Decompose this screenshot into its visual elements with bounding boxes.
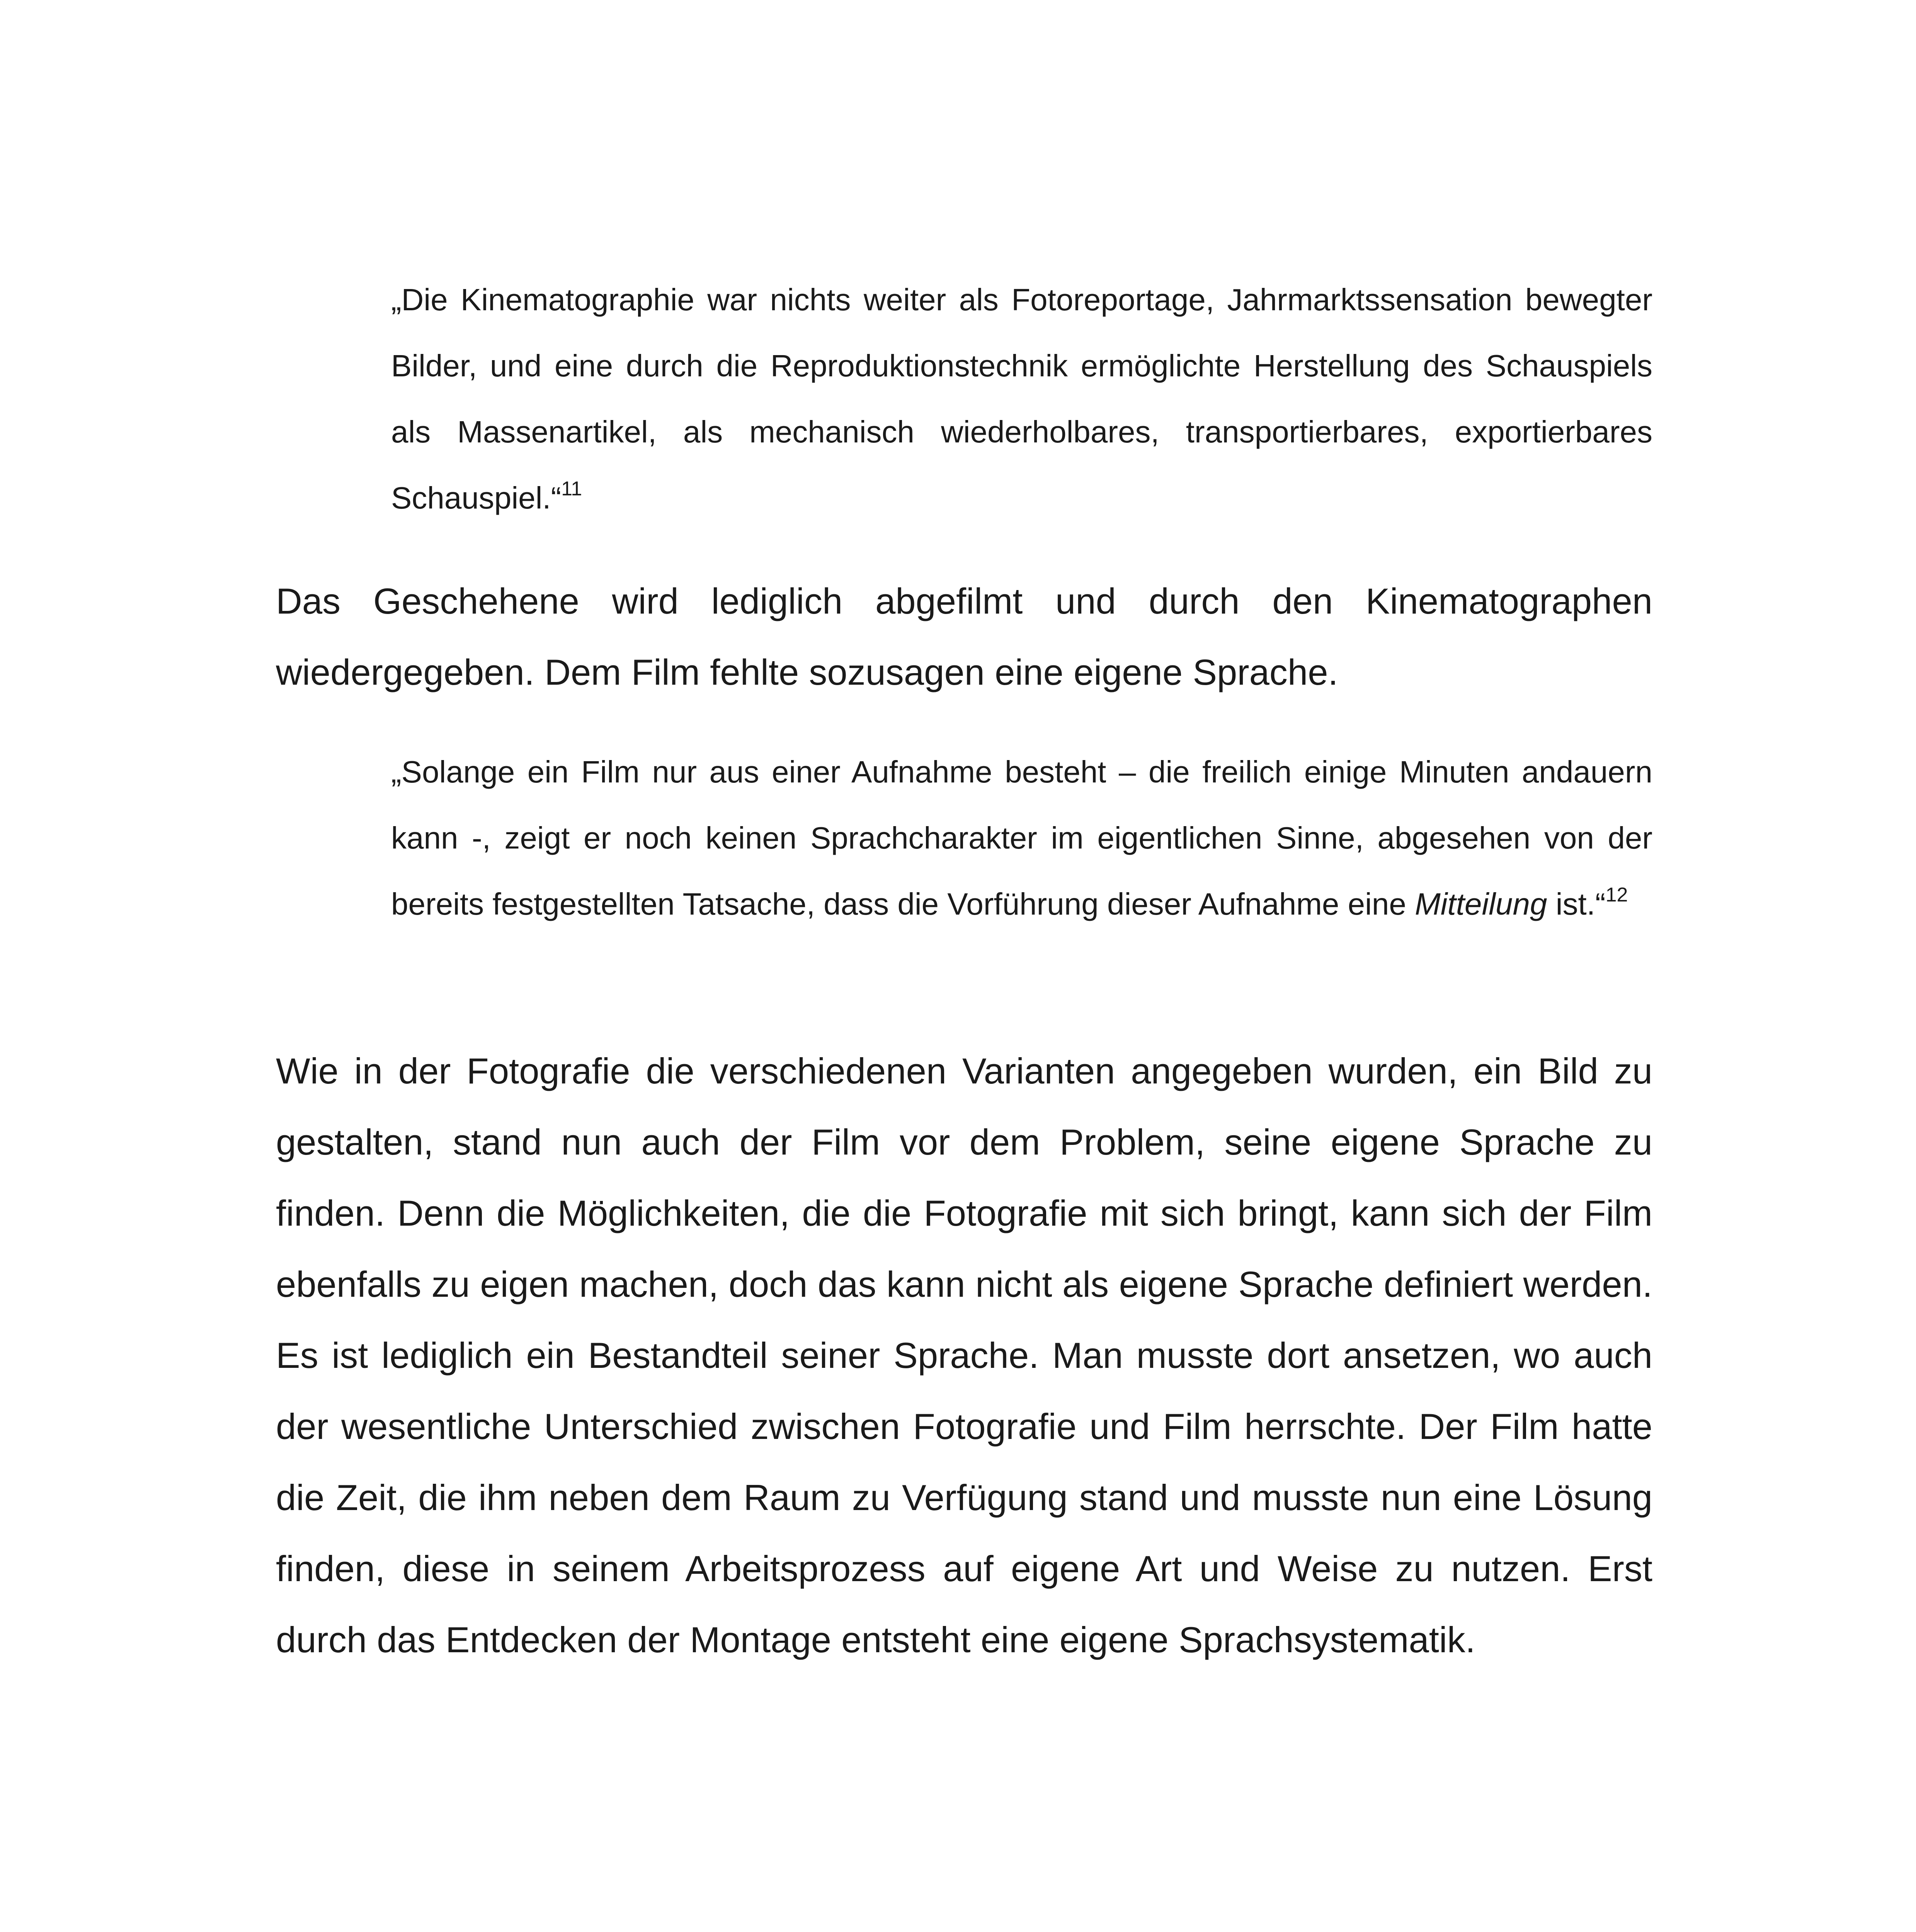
block-quote [391, 739, 1652, 937]
body-paragraph [276, 566, 1652, 708]
italic-term: Mitteilung [1415, 887, 1547, 921]
footnote-reference: 11 [561, 478, 582, 500]
body-paragraph [276, 1036, 1652, 1675]
block-quote [391, 267, 1652, 531]
block-quote-text-end: ist.“ [1547, 887, 1606, 921]
block-quote-text: „Die Kinematographie war nichts weiter als Fotoreportage, Jahrmarktssensation bewegter Bilder, und eine durch die Reproduktionstechnik ermöglichte Herstellung des Schauspiels als Massenartikel, als mechanisch wiederholbares, transportierbares, exportierbares Schauspiel.“ [391, 282, 1652, 515]
body-paragraph-text: Wie in der Fotografie die verschiedenen Varianten angegeben wurden, ein Bild zu gestalten, stand nun auch der Film vor dem Problem, seine eigene Sprache zu finden. Denn die Möglichkeiten, die die Fotografie mit sich bringt, kann sich der Film ebenfalls zu eigen machen, doch das kann nicht als eigene Sprache definiert werden. Es ist lediglich ein Bestandteil seiner Sprache. Man musste dort ansetzen, wo auch der wesentliche Unterschied zwischen Fotografie und Film herrschte. Der Film hatte die Zeit, die ihm neben dem Raum zu Verfügung stand und musste nun eine Lösung finden, diese in seinem Arbeitsprozess auf eigene Art und Weise zu nutzen. Erst durch das Entdecken der Montage entsteht eine eigene Sprachsystematik. [276, 1051, 1652, 1660]
body-paragraph-text: Das Geschehene wird lediglich abgefilmt und durch den Kinematographen wiedergegeben. Dem Film fehlte sozusagen eine eigene Sprache. [276, 581, 1652, 692]
block-quote-text: „Solange ein Film nur aus einer Aufnahme besteht – die freilich einige Minuten andauern kann -, zeigt er noch keinen Sprachcharakter im eigentlichen Sinne, abgesehen von der bereits festgestellten Tatsache, dass die Vorführung dieser Aufnahme eine [391, 755, 1652, 921]
footnote-reference: 12 [1605, 884, 1628, 906]
